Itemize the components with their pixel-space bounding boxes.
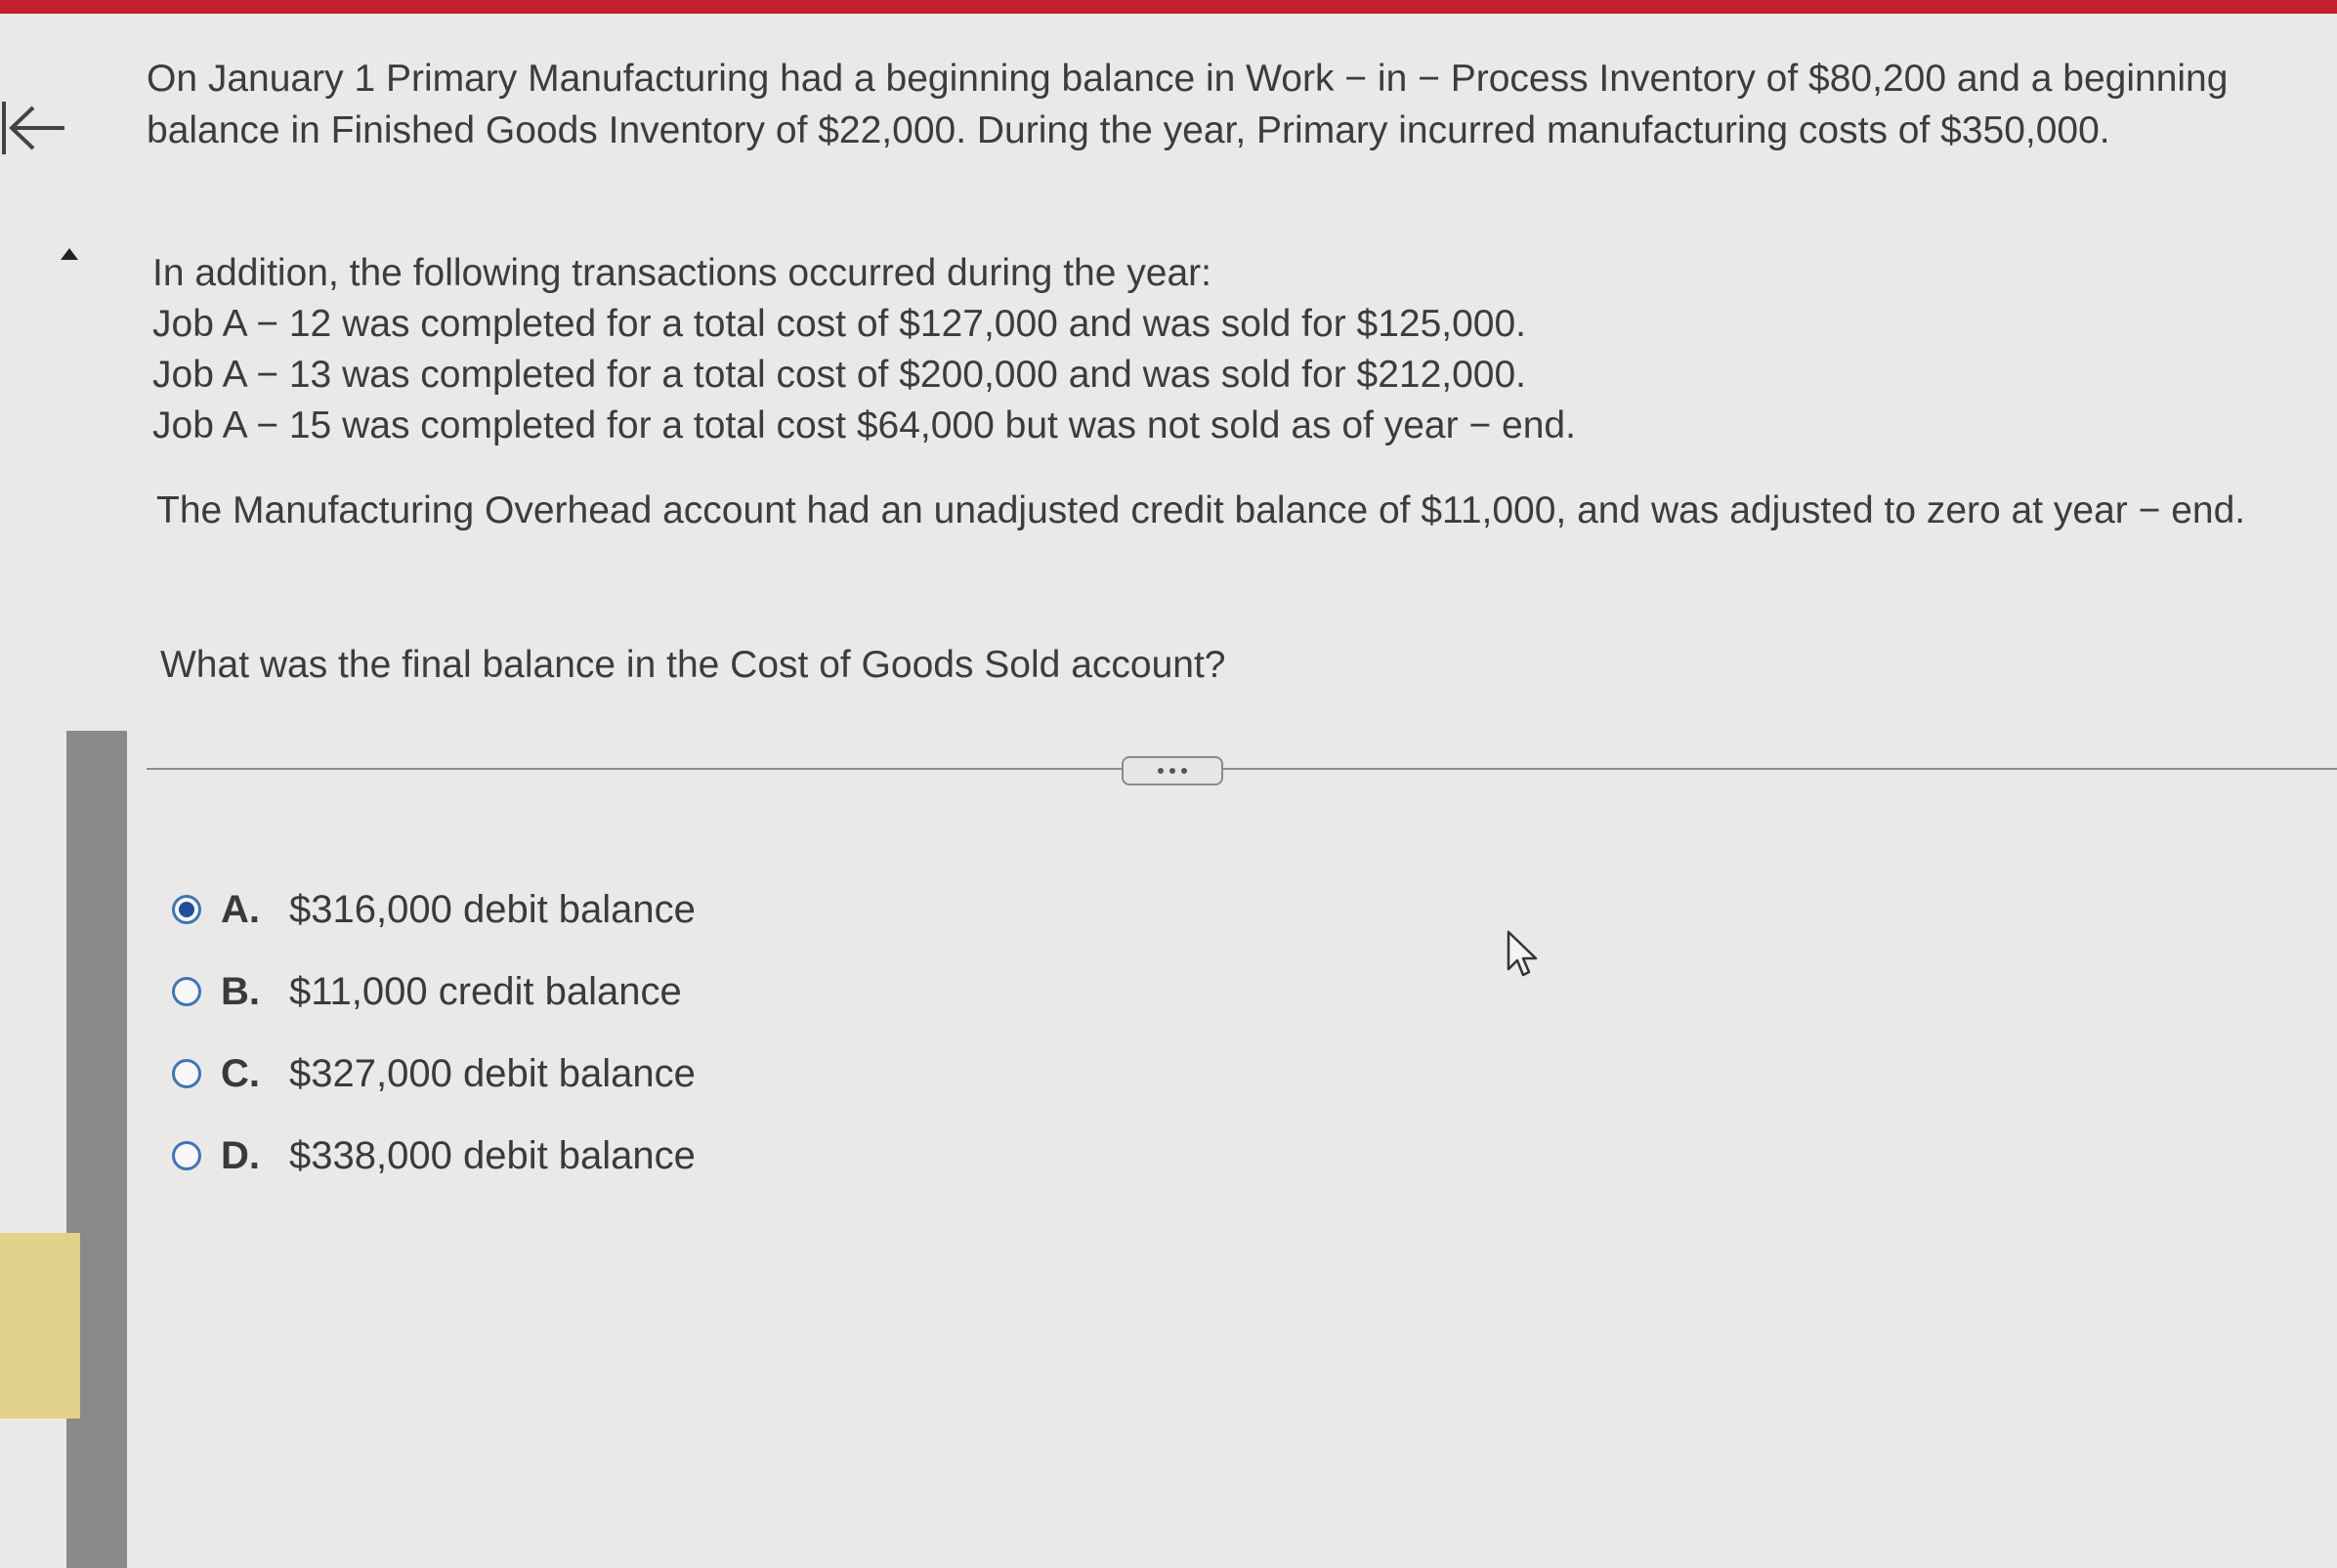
scroll-up-icon[interactable]	[59, 246, 80, 262]
transaction-item: Job A − 15 was completed for a total cost $64,000 but was not sold as of year − end.	[152, 404, 1576, 446]
option-text: $327,000 debit balance	[289, 1051, 696, 1095]
transaction-item: Job A − 13 was completed for a total cost of $200,000 and was sold for $212,000.	[152, 354, 1527, 396]
option-text: $316,000 debit balance	[289, 887, 696, 931]
option-a[interactable]	[172, 883, 696, 936]
option-b[interactable]	[172, 965, 696, 1018]
option-d[interactable]	[172, 1129, 696, 1182]
more-icon	[1181, 768, 1187, 774]
transactions-header: In addition, the following transactions occurred during the year:	[152, 252, 1211, 294]
option-c[interactable]	[172, 1047, 696, 1100]
more-button[interactable]	[1122, 756, 1223, 785]
question-prompt: What was the final balance in the Cost of Goods Sold account?	[160, 644, 1226, 686]
option-letter: B.	[221, 969, 260, 1013]
top-bar	[0, 0, 2337, 14]
radio-button-selected[interactable]	[172, 895, 201, 924]
more-icon	[1158, 768, 1164, 774]
transactions-block	[152, 248, 1576, 451]
answer-options	[172, 883, 696, 1211]
radio-button[interactable]	[172, 1059, 201, 1088]
transaction-item: Job A − 12 was completed for a total cost of $127,000 and was sold for $125,000.	[152, 303, 1527, 345]
divider	[147, 768, 2337, 770]
radio-button[interactable]	[172, 1141, 201, 1170]
question-intro: On January 1 Primary Manufacturing had a beginning balance in Work − in − Process Inventory of $80,200 and a beginning balance in Finished Goods Inventory of $22,000. During the year, Primary incurred manufacturing costs of $350,000.	[147, 58, 2229, 151]
overhead-statement: The Manufacturing Overhead account had an unadjusted credit balance of $11,000, and was adjusted to zero at year − end.	[156, 489, 2246, 531]
option-text: $11,000 credit balance	[289, 969, 682, 1013]
back-arrow-icon[interactable]	[0, 94, 78, 162]
mouse-cursor-icon	[1505, 930, 1544, 981]
more-icon	[1169, 768, 1175, 774]
radio-button[interactable]	[172, 977, 201, 1006]
option-text: $338,000 debit balance	[289, 1133, 696, 1177]
option-letter: C.	[221, 1051, 260, 1095]
side-tab[interactable]	[0, 1233, 80, 1419]
option-letter: A.	[221, 887, 260, 931]
scrollbar-track[interactable]	[66, 731, 127, 1568]
option-letter: D.	[221, 1133, 260, 1177]
